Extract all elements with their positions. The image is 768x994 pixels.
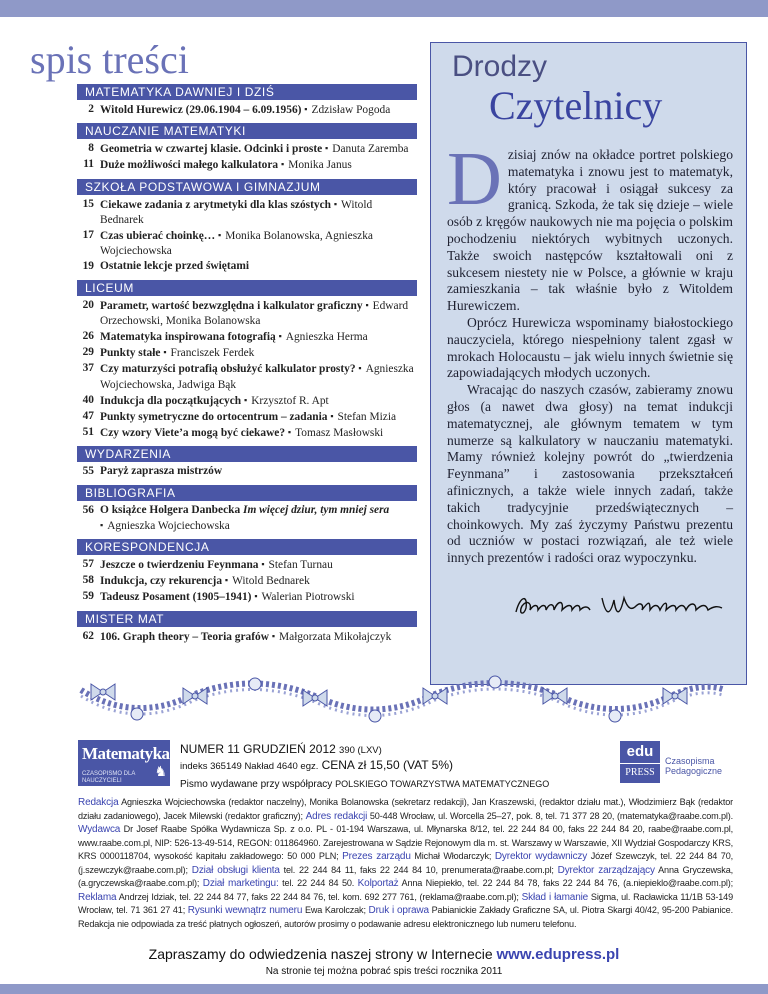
toc-item[interactable] xyxy=(77,425,417,441)
imprint-label: Wydawca xyxy=(78,824,121,835)
page-number: 51 xyxy=(82,426,94,439)
imprint-text: Michał Włodarczyk; xyxy=(414,851,492,861)
edupress-logo xyxy=(620,741,660,783)
toc-item[interactable] xyxy=(77,157,417,173)
press-text: PRESS xyxy=(625,767,655,778)
toc-item[interactable] xyxy=(77,409,417,425)
imprint-text: Dr Josef Raabe Spółka Wydawnicza Sp. z o.o. PL - 01-194 Warszawa, ul. Młynarska 8/12, tel. 22 244 84 00, faks 22 244 84 20, raabe@raabe.com.pl, www.raabe.com.pl, NIP: 526-13-49-514, REGON: 011864960. Zarejestrowana w Sądzie Rejonowym dla m. st. Warszawy w Warszawie, XII Wydział Gospodarczy KRS, KRS 0000118704, wysokość kapitału zakładowego: 50 000 PLN; xyxy=(78,824,733,861)
section-heading: SZKOŁA PODSTAWOWA I GIMNAZJUM xyxy=(77,179,417,195)
toc-item[interactable] xyxy=(77,503,417,534)
article-title: Punkty stałe xyxy=(100,347,161,360)
imprint-label: Dyrektor zarządzający xyxy=(557,864,655,876)
toc-item[interactable] xyxy=(77,629,417,645)
imprint-text: Pabianickie Zakłady Graficzne SA, ul. Piotra Skargi 40/42, 95-200 Pabianice. Redakcja nie odpowiada za treść płatnych ogłoszeń, autorów prosimy o podawanie adresu elektronicznego lub numeru telefonu. xyxy=(78,905,733,929)
figure-icon: ♞ xyxy=(154,765,167,780)
index-info: indeks 365149 Nakład 4640 egz. xyxy=(180,761,319,772)
toc-item[interactable] xyxy=(77,259,417,274)
imprint-text: 50-448 Wrocław, ul. Worcella 25–27, pok. 8, tel. 71 377 28 20, (matematyka@raabe.com.pl). xyxy=(369,810,733,821)
imprint-text: Anna Gryczewska, (a.gryczewska@raabe.com.pl); xyxy=(78,864,733,888)
price: CENA zł 15,50 (VAT 5%) xyxy=(321,758,453,772)
imprint-text: Józef Szewczyk, tel. 22 244 84 70, (j.szewczyk@raabe.com.pl); xyxy=(78,851,734,875)
article-title: Czy wzory Viete’a mogą być ciekawe? xyxy=(100,427,286,440)
letter-paragraph: Wracając do naszych czasów, zabieramy znowu głos (a nawet dwa głosy) na temat indukcji matematycznej, ale głównym tematem w tym numerze są kalkulatory w nauczaniu matematyki. Mamy również kolejny powrót do „twierdzenia Feynmana” i zastosowania przekształceń afinicznych, a także wiele innych zadań, także takich tradycyjnie przedświątecznych – choinkowych. My zaś życzymy Państwu prezentu od uczniów w postaci rozwiązań, ale też wiele innych prezentów i radości oraz wypoczynku. xyxy=(447,382,733,566)
matematyka-logo xyxy=(78,740,170,786)
toc-title: spis treści xyxy=(30,37,189,82)
letter-paragraph: zisiaj znów na okładce portret polskiego matematyka i znowu jest to matematyk, który pracował i osiągał sukcesy za granicą. Szkoda, że tak się dzieje – wiele osób z kręgów naukowych nie ma pojęcia o polskim pochodzeniu niektórych wybitnych uczonych. Także swoich następców kształtowali oni z sukcesem niestety nie w Polsce, a głównie w kraju zamieszkania – tak właśnie było z Witoldem Hurewiczem. xyxy=(447,147,733,314)
page-number: 55 xyxy=(82,465,94,478)
imprint-text: tel. 22 244 84 50. xyxy=(282,878,355,888)
page-number: 40 xyxy=(82,393,94,406)
section-heading: WYDARZENIA xyxy=(77,446,417,462)
toc-item[interactable] xyxy=(77,589,417,605)
imprint-label: Adres redakcji xyxy=(305,810,368,822)
imprint-label: Prezes zarządu xyxy=(342,851,411,862)
article-author: ▪ Stefan Mizia xyxy=(330,411,396,423)
drop-cap: D xyxy=(447,137,502,221)
toc-item[interactable] xyxy=(77,345,417,361)
toc-item[interactable] xyxy=(77,141,417,157)
footer-note: Na stronie tej można pobrać spis treści rocznika 2011 xyxy=(265,966,503,977)
logo-subtitle: CZASOPISMO DLA NAUCZYCIELI xyxy=(82,771,136,784)
section-heading: MISTER MAT xyxy=(77,611,417,627)
invite-text: Zapraszamy do odwiedzenia naszej strony w Internecie xyxy=(148,946,493,962)
imprint-text: Anna Niepiekło, tel. 22 244 84 78, faks 22 244 84 76, (a.niepieklo@raabe.com.pl); xyxy=(401,878,733,888)
imprint-text: Ewa Karolczak; xyxy=(304,905,366,915)
imprint-label: Dział marketingu: xyxy=(202,878,279,889)
toc-item[interactable] xyxy=(77,228,417,259)
table-of-contents xyxy=(77,84,417,650)
article-author: ▪ Witold Bednarek xyxy=(100,199,372,226)
article-title: Indukcja, czy rekurencja xyxy=(100,575,223,588)
imprint-label: Reklama xyxy=(78,891,117,903)
article-title: Tadeusz Posament (1905–1941) xyxy=(100,591,252,604)
website-link[interactable]: www.edupress.pl xyxy=(496,946,620,963)
toc-section xyxy=(77,485,417,534)
page-number: 62 xyxy=(82,629,94,642)
toc-item[interactable] xyxy=(77,329,417,345)
page-number: 58 xyxy=(82,574,94,587)
article-author: ▪ Monika Janus xyxy=(281,159,352,171)
letter-title-1: Drodzy xyxy=(452,50,548,83)
page-number: 37 xyxy=(82,362,94,375)
page-number: 8 xyxy=(88,142,94,155)
imprint-label: Skład i łamanie xyxy=(521,891,589,903)
issue-number: NUMER 11 GRUDZIEŃ 2012 xyxy=(180,742,336,756)
toc-item[interactable] xyxy=(77,557,417,573)
article-author: ▪ Tomasz Masłowski xyxy=(288,427,383,439)
toc-section xyxy=(77,123,417,173)
imprint-text: Andrzej Idziak, tel. 22 244 84 77, faks 22 244 84 76, tel. kom. 692 277 761, (reklama@raabe.com.pl); xyxy=(118,891,519,902)
imprint-text: tel. 22 244 84 11, faks 22 244 84 10, prenumerata@raabe.com.pl; xyxy=(283,864,554,875)
imprint-text: Sigma, ul. Racławicka 11/1B 53-149 Wrocław, tel. 71 361 27 41; xyxy=(78,891,733,915)
issue-total: 390 (LXV) xyxy=(339,745,382,756)
article-author: ▪ Agnieszka Wojciechowska, Jadwiga Bąk xyxy=(100,363,414,390)
website-invite xyxy=(0,946,768,963)
page-number: 19 xyxy=(82,260,94,273)
toc-section xyxy=(77,446,417,479)
article-title: Geometria w czwartej klasie. Odcinki i proste xyxy=(100,143,323,156)
section-heading: LICEUM xyxy=(77,280,417,296)
signature-agnieszka-wojciechowska xyxy=(510,586,730,626)
issue-info xyxy=(180,742,549,792)
toc-item[interactable] xyxy=(77,298,417,329)
article-title: Matematyka inspirowana fotografią xyxy=(100,331,276,344)
article-title: Ciekawe zadania z arytmetyki dla klas szóstych xyxy=(100,198,331,211)
article-title: Duże możliwości małego kalkulatora xyxy=(100,159,279,172)
bottom-color-bar xyxy=(0,984,768,994)
page-number: 56 xyxy=(82,503,94,516)
article-author: ▪ Agnieszka Herma xyxy=(279,331,368,343)
toc-item[interactable] xyxy=(77,573,417,589)
page-number: 26 xyxy=(82,330,94,343)
imprint-label: Rysunki wewnątrz numeru xyxy=(187,905,303,916)
top-color-bar xyxy=(0,0,768,17)
article-title: Ostatnie lekcje przed świętami xyxy=(100,260,249,273)
toc-item[interactable] xyxy=(77,361,417,392)
letter-title-2: Czytelnicy xyxy=(489,83,663,128)
christmas-garland-decoration xyxy=(75,672,730,732)
article-author: ▪ Witold Bednarek xyxy=(225,575,310,587)
article-author: ▪ Stefan Turnau xyxy=(261,559,332,571)
article-title: Jeszcze o twierdzeniu Feynmana xyxy=(100,559,259,572)
page-number: 20 xyxy=(82,298,94,311)
page-number: 47 xyxy=(82,410,94,423)
page-number: 29 xyxy=(82,346,94,359)
article-title: Czas ubierać choinkę… xyxy=(100,230,216,243)
article-author: ▪ Edward Orzechowski, Monika Bolanowska xyxy=(100,300,408,327)
section-heading: BIBLIOGRAFIA xyxy=(77,485,417,501)
imprint xyxy=(78,796,733,931)
letter-paragraph: Oprócz Hurewicza wspominamy białostockiego nauczyciela, którego niespełniony talent zgasł w mrokach Holocaustu – jak wielu innych świetnie się zapowiadających młodych uczonych. xyxy=(447,314,733,381)
toc-item[interactable] xyxy=(77,197,417,228)
letter-body xyxy=(447,137,733,567)
article-author: ▪ Agnieszka Wojciechowska xyxy=(100,520,230,532)
ptm-name: POLSKIEGO TOWARZYSTWA MATEMATYCZNEGO xyxy=(335,779,550,789)
imprint-label: Dział obsługi klienta xyxy=(191,864,280,876)
article-author: ▪ Monika Bolanowska, Agnieszka Wojciechowska xyxy=(100,230,373,257)
tagline-line: Czasopisma xyxy=(665,756,715,766)
page-number: 59 xyxy=(82,590,94,603)
toc-section xyxy=(77,84,417,118)
toc-section xyxy=(77,611,417,645)
page-number: 57 xyxy=(82,558,94,571)
section-heading: NAUCZANIE MATEMATYKI xyxy=(77,123,417,139)
imprint-text: Agnieszka Wojciechowska (redaktor naczelny), Monika Bolanowska (sekretarz redakcji), Jan Kraszewski, (redaktor działu mat.), Włodzimierz Bąk (redaktor działu zadaniowego), Jacek Milewski (redaktor graficzny); xyxy=(78,797,733,821)
page-number: 15 xyxy=(82,197,94,210)
article-author: ▪ Danuta Zaremba xyxy=(325,143,408,155)
toc-item[interactable] xyxy=(77,464,417,479)
edu-text: edu xyxy=(620,741,660,764)
page-number: 17 xyxy=(82,229,94,242)
publisher-note: Pismo wydawane przy współpracy xyxy=(180,779,333,790)
edupress-tagline xyxy=(665,756,722,776)
page-number: 2 xyxy=(88,103,94,115)
article-title: O książce Holgera Danbecka xyxy=(100,503,241,516)
imprint-label: Dyrektor wydawniczy xyxy=(494,851,588,862)
article-author: ▪ Zdzisław Pogoda xyxy=(304,104,390,116)
imprint-label: Redakcja xyxy=(78,797,119,808)
article-author: ▪ Małgorzata Mikołajczyk xyxy=(272,631,392,643)
article-title: Paryż zaprasza mistrzów xyxy=(100,465,223,478)
article-title: 106. Graph theory – Teoria grafów xyxy=(100,630,269,643)
article-author: ▪ Krzysztof R. Apt xyxy=(244,395,329,407)
section-heading: MATEMATYKA DAWNIEJ I DZIŚ xyxy=(77,84,417,100)
toc-section xyxy=(77,179,417,275)
toc-section xyxy=(77,539,417,606)
imprint-label: Kolportaż xyxy=(357,878,399,889)
logo-title: Matematyka xyxy=(82,744,170,763)
article-title: Indukcja dla początkujących xyxy=(100,394,242,407)
toc-item[interactable] xyxy=(77,393,417,409)
article-author: ▪ Franciszek Ferdek xyxy=(163,347,254,359)
imprint-label: Druk i oprawa xyxy=(368,905,429,916)
article-title: Czy maturzyści potrafią obsłużyć kalkulator prosty? xyxy=(100,363,356,376)
article-author: ▪ Walerian Piotrowski xyxy=(254,591,354,603)
section-heading: KORESPONDENCJA xyxy=(77,539,417,555)
article-title: Punkty symetryczne do ortocentrum – zadania xyxy=(100,411,328,424)
toc-item[interactable] xyxy=(77,102,417,118)
article-title: Parametr, wartość bezwzględna i kalkulator graficzny xyxy=(100,299,363,312)
book-title: Im więcej dziur, tym mniej sera xyxy=(243,503,390,516)
tagline-line: Pedagogiczne xyxy=(665,766,723,776)
page-number: 11 xyxy=(83,158,94,171)
article-title: Witold Hurewicz (29.06.1904 – 6.09.1956) xyxy=(100,104,302,116)
toc-section xyxy=(77,280,417,442)
